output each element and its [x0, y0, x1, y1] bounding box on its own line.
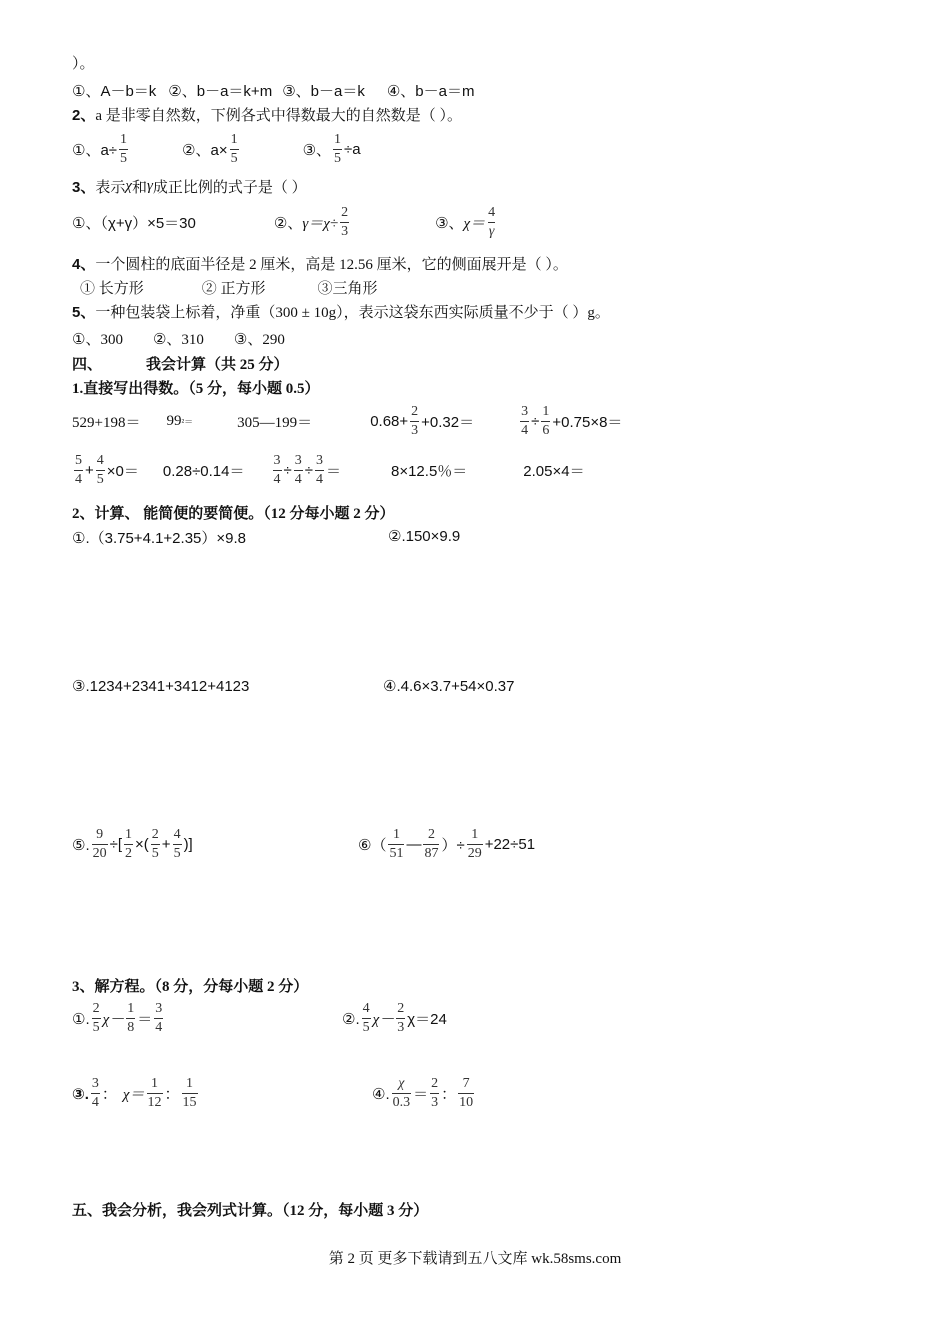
fraction: $\frac{1}{29}$ — [467, 827, 482, 861]
q3-options: ①、（χ+γ）×5＝30 ②、 γ＝χ÷ $\frac{2}{3}$ ③、 χ＝ $\frac{4}{\gamma}$ — [72, 205, 496, 239]
q1-tail: ）。 — [72, 56, 95, 72]
fraction: $\frac{4}{5}$ — [173, 827, 181, 861]
equation-3: ③. $\frac{3}{4}$ ： χ＝ $\frac{1}{12}$ ： $\frac{1}{15}$ — [72, 1076, 197, 1110]
fraction: $\frac{1}{6}$ — [542, 404, 550, 438]
fraction: $\frac{1}{51}$ — [389, 827, 404, 861]
q2-option-3: ③、 — [302, 142, 332, 159]
q5-option-3: ③、290 — [233, 332, 285, 348]
part-1-title: 1.直接写出得数。（5 分，每小题 0.5） — [72, 381, 320, 397]
q3-option-3: ③、 — [435, 215, 464, 232]
fraction: $\frac{2}{3}$ — [411, 404, 419, 438]
fraction: $\frac{4}{\gamma}$ — [488, 205, 496, 239]
fraction: $\frac{1}{5}$ — [334, 132, 342, 166]
fraction: $\frac{5}{4}$ — [75, 453, 82, 487]
q1-option-1: ①、A－b＝k — [72, 83, 157, 100]
q2-option-2: ②、a× — [182, 142, 228, 159]
equation-2: ②. $\frac{4}{5}$ χ－ $\frac{2}{3}$ χ＝24 — [342, 1001, 447, 1035]
section-5-heading: 五、我会分析，我会列式计算。（12 分，每小题 3 分） — [72, 1203, 429, 1219]
problem-5: ⑤. $\frac{9}{20}$ ÷[ $\frac{1}{2}$ ×( $\frac{2}{5}$ + $\frac{4}{5}$ )] — [72, 827, 193, 861]
q3-option-2: ②、 — [273, 215, 303, 232]
fraction: $\frac{3}{4}$ — [273, 453, 281, 487]
problem-1: ①.（3.75+4.1+2.35）×9.8 — [72, 530, 246, 547]
q4-options — [80, 277, 378, 298]
fraction: $\frac{1}{15}$ — [182, 1076, 197, 1110]
fraction: $\frac{3}{4}$ — [521, 404, 529, 438]
problem-6: ⑥（ $\frac{1}{51}$ — $\frac{2}{87}$ ）÷ $\frac{1}{29}$ +22÷51 — [358, 827, 536, 861]
q1-options — [72, 80, 474, 101]
problem-2: ②.150×9.9 — [388, 528, 461, 545]
fraction: $\frac{7}{10}$ — [459, 1076, 474, 1110]
fraction: $\frac{3}{4}$ — [315, 453, 323, 487]
problem-4: ④.4.6×3.7+54×0.37 — [383, 678, 515, 695]
problem-3: ③.1234+2341+3412+4123 — [72, 678, 250, 695]
fraction: $\frac{1}{12}$ — [147, 1076, 162, 1110]
fraction: $\frac{2}{3}$ — [341, 205, 349, 239]
q2-option-1: ①、a÷ — [72, 142, 118, 159]
fraction: $\frac{2}{5}$ — [151, 827, 159, 861]
fraction: $\frac{9}{20}$ — [92, 827, 107, 861]
fraction: $\frac{1}{8}$ — [127, 1001, 135, 1035]
q2-question: 2、 a 是非零自然数，下例各式中得数最大的自然数是（ ）。 — [72, 107, 463, 124]
page-footer: 第 2 页 更多下载请到五八文库 wk.58sms.com — [328, 1251, 622, 1267]
fraction: $\frac{1}{2}$ — [125, 827, 133, 861]
fraction: $\frac{4}{5}$ — [96, 453, 104, 487]
q5-options — [72, 328, 285, 349]
part-3-title: 3、解方程。（8 分，分每小题 2 分） — [72, 979, 309, 995]
part-2-title: 2、计算、 能简便的要简便。（12 分每小题 2 分） — [72, 506, 395, 522]
fraction: $\frac{\chi}{0.3}$ — [392, 1076, 411, 1110]
fraction: $\frac{1}{5}$ — [230, 132, 238, 166]
fraction: $\frac{2}{3}$ — [431, 1076, 439, 1110]
section-4-heading: 四、 我会计算（共 25 分） — [72, 357, 289, 373]
q1-option-3: ③、b－a＝k — [282, 83, 365, 100]
fraction: $\frac{3}{4}$ — [155, 1001, 163, 1035]
q4-option-1: ① 长方形 — [80, 281, 144, 297]
fraction: $\frac{3}{4}$ — [91, 1076, 99, 1110]
fraction: $\frac{1}{5}$ — [120, 132, 128, 166]
q3-question: 3、 表示 χ 和 γ 成正比例的式子是（ ） — [72, 178, 307, 196]
q2-options: ①、a÷ $\frac{1}{5}$ ②、a× $\frac{1}{5}$ ③、 $\frac{1}{5}$ ÷a — [72, 132, 361, 166]
q1-option-4: ④、b－a＝m — [386, 83, 475, 100]
part-1-row-1: 529+198＝ 99 ²＝ 305—199＝ 0.68+ $\frac{2}{3}$ +0.32＝ $\frac{3}{4}$ ÷ $\frac{1}{6}$ +0.75×8＝ — [72, 404, 623, 438]
q4-option-2: ② 正方形 — [201, 281, 266, 297]
q5-question: 5、 一种包装袋上标着，净重（300 ± 10g），表示这袋东西实际质量不少于（ ）g。 — [72, 304, 610, 321]
fraction: $\frac{3}{4}$ — [294, 453, 302, 487]
q5-option-1: ①、300 — [72, 332, 123, 348]
q1-option-2: ②、b－a＝k+m — [168, 83, 273, 100]
fraction: $\frac{2}{87}$ — [424, 827, 439, 861]
q5-option-2: ②、310 — [152, 332, 204, 348]
fraction: $\frac{2}{3}$ — [397, 1001, 405, 1035]
equation-4: ④. $\frac{\chi}{0.3}$ ＝ $\frac{2}{3}$ ： $\frac{7}{10}$ — [372, 1076, 474, 1110]
q4-option-3: ③三角形 — [317, 281, 378, 297]
q4-question: 4、 一个圆柱的底面半径是 2 厘米，高是 12.56 厘米，它的侧面展开是（ ）。 — [72, 256, 568, 273]
fraction: $\frac{4}{5}$ — [362, 1001, 370, 1035]
fraction: $\frac{2}{5}$ — [92, 1001, 100, 1035]
equation-1: ①. $\frac{2}{5}$ χ－ $\frac{1}{8}$ ＝ $\frac{3}{4}$ — [72, 1001, 163, 1035]
q3-option-1: ①、（χ+γ）×5＝30 — [72, 215, 196, 232]
part-1-row-2: $\frac{5}{4}$ + $\frac{4}{5}$ ×0＝ 0.28÷0.14＝ $\frac{3}{4}$ ÷ $\frac{3}{4}$ ÷ $\frac{3}{4}$ ＝ 8×12.5％＝ 2.05×4＝ — [75, 453, 585, 487]
